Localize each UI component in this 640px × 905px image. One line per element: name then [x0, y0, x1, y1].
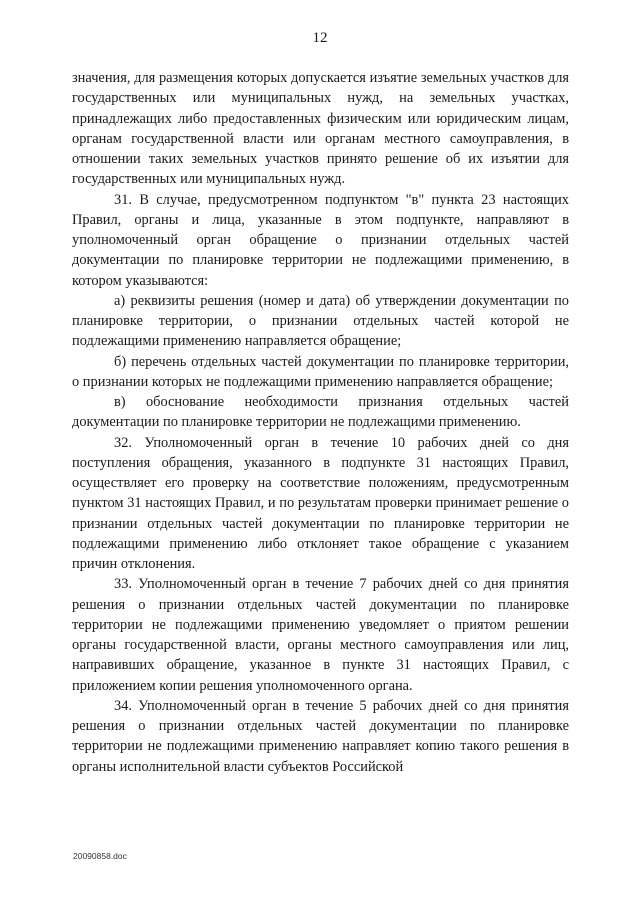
paragraph-continuation: значения, для размещения которых допускается изъятие земельных участков для государственных или муниципальных нужд, на земельных участках, принадлежащих либо предоставленных физическим или юридическим лицам, органам государственной власти или органам местного самоуправления, в отношении таких земельных участков принято решение об их изъятии для государственных или муниципальных нужд. [72, 70, 569, 188]
paragraph-31-c: в) обоснование необходимости признания отдельных частей документации по планировке территории не подлежащими применению. [72, 394, 569, 431]
paragraph-33: 33. Уполномоченный орган в течение 7 рабочих дней со дня принятия решения о признании отдельных частей документации по планировке территории не подлежащими применению уведомляет о приятом решении органы государственной власти, органы местного самоуправления или лиц, направивших обращение, указанное в пункте 31 настоящих Правил, с приложением копии решения уполномоченного органа. [72, 576, 569, 694]
paragraph-31-b: б) перечень отдельных частей документации по планировке территории, о признании которых не подлежащими применению направляется обращение; [72, 353, 569, 390]
paragraph-31-a: а) реквизиты решения (номер и дата) об утверждении документации по планировке территории, о признании отдельных частей которой не подлежащими применению направляется обращение; [72, 292, 569, 350]
document-body [72, 68, 569, 777]
footer-filename: 20090858.doc [73, 851, 127, 861]
paragraph-32: 32. Уполномоченный орган в течение 10 рабочих дней со дня поступления обращения, указанного в подпункте 31 настоящих Правил, осуществляет его проверку на соответствие положениям, предусмотренным пунктом 31 настоящих Правил, и по результатам проверки принимает решение о признании отдельных частей документации по планировке территории не подлежащими применению либо отклоняет такое обращение с указанием причин отклонения. [72, 434, 569, 572]
page-number: 12 [312, 30, 328, 46]
paragraph-34: 34. Уполномоченный орган в течение 5 рабочих дней со дня принятия решения о признании отдельных частей документации по планировке территории не подлежащими применению направляет копию такого решения в органы исполнительной власти субъектов Российской [72, 697, 569, 775]
paragraph-31: 31. В случае, предусмотренном подпунктом "в" пункта 23 настоящих Правил, органы и лица, указанные в этом подпункте, направляют в уполномоченный орган обращение о признании отдельных частей документации по планировке территории не подлежащими применению, в котором указываются: [72, 191, 569, 289]
